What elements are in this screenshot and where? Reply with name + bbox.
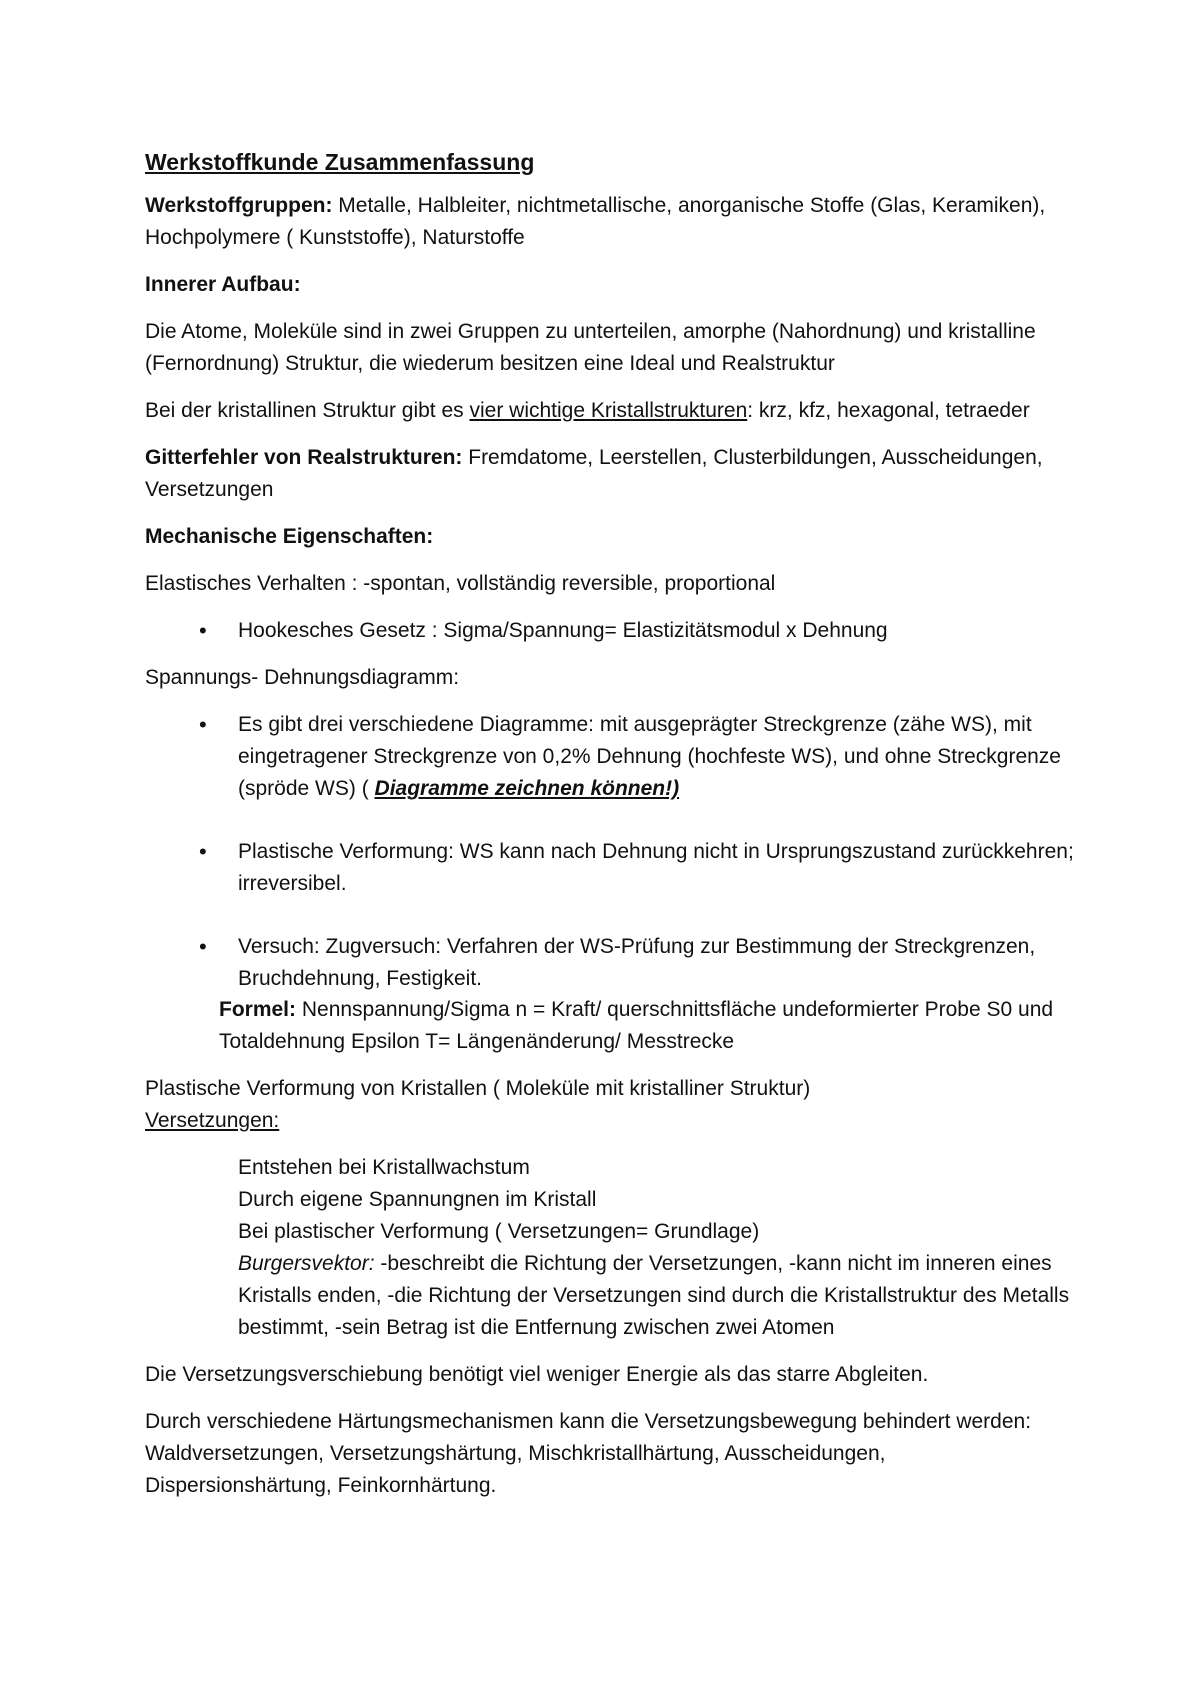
text-kristall-after: : krz, kfz, hexagonal, tetraeder <box>747 399 1030 422</box>
text-burgersvektor: -beschreibt die Richtung der Versetzungen, -kann nicht im inneren eines Kristalls enden, -die Richtung der Versetzungen sind durch die Kristallstruktur des Metalls bestimmt, -sein Betrag ist die Entfernung zwischen zwei Atomen <box>238 1252 1070 1339</box>
paragraph-versetzungsverschiebung: Die Versetzungsverschiebung benötigt viel weniger Energie als das starre Abgleiten. <box>145 1363 929 1386</box>
paragraph-gitterfehler <box>145 442 1075 506</box>
document-body <box>145 146 1075 1517</box>
versetzungen-block <box>238 1152 1075 1344</box>
text-werkstoffgruppen: Metalle, Halbleiter, nichtmetallische, anorganische Stoffe (Glas, Keramiken), Hochpolymere ( Kunststoffe), Naturstoffe <box>145 194 1046 249</box>
list-item-hooke: • Hookesches Gesetz : Sigma/Spannung= Elastizitätsmodul x Dehnung <box>145 615 1075 647</box>
list-hooke <box>145 615 1075 647</box>
list-item-diagramme <box>145 709 1075 805</box>
paragraph-atome: Die Atome, Moleküle sind in zwei Gruppen zu unterteilen, amorphe (Nahordnung) und kristalline (Fernordnung) Struktur, die wiederum besitzen eine Ideal und Realstruktur <box>145 320 1036 375</box>
document-title: Werkstoffkunde Zusammenfassung <box>145 149 535 175</box>
label-gitterfehler: Gitterfehler von Realstrukturen: <box>145 446 463 469</box>
heading-innerer-aufbau-label: Innerer Aufbau: <box>145 273 301 296</box>
versetzungen-line: Bei plastischer Verformung ( Versetzungen= Grundlage) <box>238 1220 760 1243</box>
text-kristall-before: Bei der kristallinen Struktur gibt es <box>145 399 470 422</box>
text-diagramme: Es gibt drei verschiedene Diagramme: mit ausgeprägter Streckgrenze (zähe WS), mit eingetragener Streckgrenze von 0,2% Dehnung (hochfeste WS), und ohne Streckgrenze (spröde WS) ( <box>238 713 1061 800</box>
heading-plastische-verformung-kristalle: Plastische Verformung von Kristallen ( Moleküle mit kristalliner Struktur) <box>145 1077 811 1100</box>
paragraph-werkstoffgruppen <box>145 190 1075 254</box>
label-formel: Formel: <box>219 998 297 1021</box>
list-item-zugversuch: • Versuch: Zugversuch: Verfahren der WS-Prüfung zur Bestimmung der Streckgrenzen, Bruchdehnung, Festigkeit. <box>145 931 1075 995</box>
versetzungen-underlined: Versetzungen: <box>145 1109 280 1132</box>
paragraph-kristallstrukturen <box>145 395 1075 427</box>
underlined-kristallstrukturen: vier wichtige Kristallstrukturen <box>469 399 748 422</box>
label-versetzungen <box>145 1105 1075 1137</box>
list-diagramme <box>145 709 1075 995</box>
list-item-plastische-verformung: • Plastische Verformung: WS kann nach Dehnung nicht in Ursprungszustand zurückkehren; irreversibel. <box>145 836 1075 900</box>
heading-spannungs-dehnungsdiagramm: Spannungs- Dehnungsdiagramm: <box>145 666 460 689</box>
heading-innerer-aufbau <box>145 269 1075 301</box>
paragraph-elastisch: Elastisches Verhalten : -spontan, vollständig reversible, proportional <box>145 572 776 595</box>
versetzungen-line: Entstehen bei Kristallwachstum <box>238 1156 530 1179</box>
text-formel: Nennspannung/Sigma n = Kraft/ querschnittsfläche undeformierter Probe S0 und Totaldehnung Epsilon T= Längenänderung/ Messtrecke <box>219 998 1054 1053</box>
burgersvektor-paragraph <box>238 1248 1075 1344</box>
heading-mechanische-eigenschaften <box>145 521 1075 553</box>
paragraph-haertungsmechanismen: Durch verschiedene Härtungsmechanismen kann die Versetzungsbewegung behindert werden: Waldversetzungen, Versetzungshärtung, Mischkristallhärtung, Ausscheidungen, Dispersionshärtung, Feinkornhärtung. <box>145 1410 1032 1497</box>
versetzungen-line: Durch eigene Spannungnen im Kristall <box>238 1188 597 1211</box>
label-werkstoffgruppen: Werkstoffgruppen: <box>145 194 333 217</box>
heading-mechanische-label: Mechanische Eigenschaften: <box>145 525 434 548</box>
label-burgersvektor: Burgersvektor: <box>238 1252 375 1275</box>
paragraph-formel <box>219 994 1075 1058</box>
text-gitterfehler: Fremdatome, Leerstellen, Clusterbildungen, Ausscheidungen, Versetzungen <box>145 446 1043 501</box>
emphasis-diagramme-zeichnen: Diagramme zeichnen können!) <box>374 777 680 800</box>
